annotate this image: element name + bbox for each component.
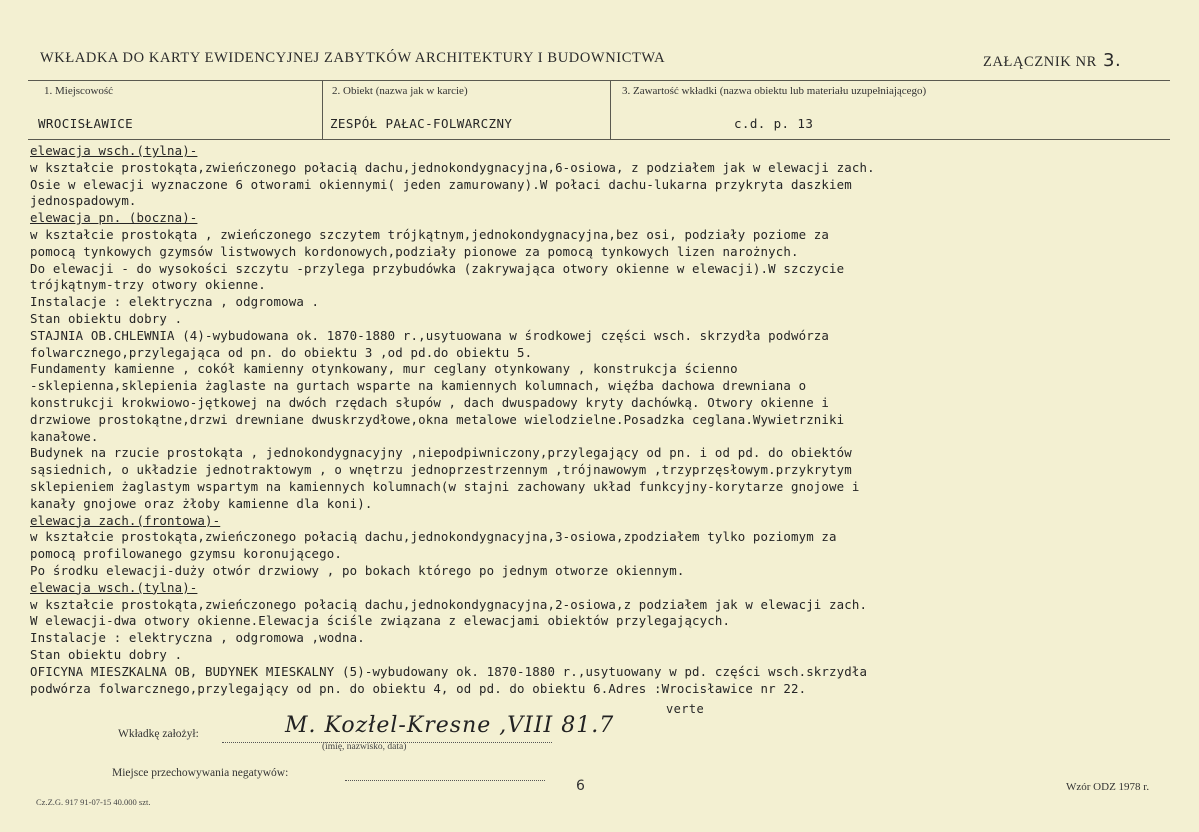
body-line: OFICYNA MIESZKALNA OB, BUDYNEK MIESKALNY (5)-wybudowany ok. 1870-1880 r.,usytuowany w pd. części wsch.skrzydła: [30, 663, 868, 679]
body-line: Fundamenty kamienne , cokół kamienny otynkowany, mur ceglany otynkowany , konstrukcja ścienno: [30, 361, 738, 377]
body-line: elewacja zach.(frontowa)-: [30, 512, 221, 528]
body-line: W elewacji-dwa otwory okienne.Elewacja ściśle związana z elewacjami obiektów przylegających.: [30, 613, 731, 629]
body-line: -sklepienna,sklepienia żaglaste na gurtach wsparte na kamiennych kolumnach, więźba dachowa drewniana o: [30, 378, 807, 394]
body-line: Po środku elewacji-duży otwór drzwiowy , po bokach którego po jednym otworze okiennym.: [30, 562, 685, 578]
body-line: folwarcznego,przylegająca od pn. do obiektu 3 ,od pd.do obiektu 5.: [30, 344, 533, 360]
body-line: konstrukcji krokwiowo-jętkowej na dwóch rzędach słupów , dach dwuspadowy kryty dachówką. Otwory okienne i: [30, 394, 830, 410]
body-line: jednospadowym.: [30, 193, 137, 209]
body-line: w kształcie prostokąta,zwieńczonego połacią dachu,jednokondygnacyjna,2-osiowa,z podziałem jak w elewacji zach.: [30, 596, 868, 612]
body-line: w kształcie prostokąta,zwieńczonego połacią dachu,jednokondygnacyjna,6-osiowa, z podziałem jak w elewacji zach.: [30, 159, 875, 175]
description-body: [30, 143, 1180, 697]
body-line: podwórza folwarcznego,przylegający od pn. do obiektu 4, od pd. do obiektu 6.Adres :Wrocisławice nr 22.: [30, 680, 807, 696]
body-line: elewacja wsch.(tylna)-: [30, 143, 198, 158]
locality-value: WROCISŁAWICE: [38, 116, 134, 131]
signature: [285, 713, 614, 738]
content-value: c.d. p. 13: [734, 116, 814, 131]
body-line: w kształcie prostokąta,zwieńczonego połacią dachu,jednokondygnacyjna,3-osiowa,zpodziałem tylko poziomym za: [30, 529, 837, 545]
body-line: Budynek na rzucie prostokąta , jednokondygnacyjny ,niepodpiwniczony,przylegający od pn. i od pd. do obiektów: [30, 445, 852, 461]
attachment-label-text: ZAŁĄCZNIK NR: [983, 54, 1097, 70]
body-line: sąsiednich, o układzie jednotraktowym , o wnętrzu jednoprzestrzennym ,trójnawowym ,trzyprzęsłowym.przykrytym: [30, 462, 852, 478]
body-line: kanały gnojowe oraz żłoby kamienne dla koni).: [30, 495, 373, 511]
page-number: 6: [576, 778, 585, 794]
form-code: Wzór ODZ 1978 r.: [1066, 781, 1150, 793]
body-line: elewacja wsch.(tylna)-: [30, 579, 198, 595]
body-line: pomocą profilowanego gzymsu koronującego.: [30, 546, 343, 562]
print-code: Cz.Z.G. 917 91-07-15 40.000 szt.: [36, 797, 151, 807]
body-line: Osie w elewacji wyznaczone 6 otworami okiennymi( jeden zamurowany).W połaci dachu-lukarna przykryta daszkiem: [30, 176, 852, 192]
table-divider-2: [610, 80, 611, 139]
negatives-label: Miejsce przechowywania negatywów:: [112, 767, 289, 779]
body-line: Stan obiektu dobry .: [30, 646, 183, 662]
table-top-rule: [28, 80, 1170, 81]
body-line: Stan obiektu dobry .: [30, 310, 183, 326]
body-line: Instalacje : elektryczna , odgromowa .: [30, 294, 320, 310]
body-line: Do elewacji - do wysokości szczytu -przylega przybudówka (zakrywająca otwory okienne w elewacji).W szczycie: [30, 260, 845, 276]
object-label: 2. Obiekt (nazwa jak w karcie): [332, 85, 468, 97]
body-line: kanałowe.: [30, 428, 99, 444]
attachment-label: [983, 50, 1121, 71]
body-line: sklepieniem żaglastym wspartym na kamiennych kolumnach(w stajni zachowany układ funkcyjny-korytarze gnojowe i: [30, 478, 860, 494]
body-line: trójkątnym-trzy otwory okienne.: [30, 277, 266, 293]
table-divider-1: [322, 80, 323, 139]
locality-label: 1. Miejscowość: [44, 85, 114, 97]
body-line: elewacja pn. (boczna)-: [30, 210, 198, 226]
signature-text: M. Kozłel-Kresne ,VIII 81.7: [285, 713, 615, 738]
verte-note: verte: [666, 702, 705, 716]
made-by-label: Wkładkę założył:: [118, 728, 199, 740]
object-value: ZESPÓŁ PAŁAC-FOLWARCZNY: [330, 116, 513, 131]
body-line: Instalacje : elektryczna , odgromowa ,wodna.: [30, 630, 365, 646]
body-line: pomocą tynkowych gzymsów listwowych kordonowych,podziały pionowe za pomocą tynkowych lizen narożnych.: [30, 243, 799, 259]
content-label: 3. Zawartość wkładki (nazwa obiektu lub materiału uzupełniającego): [622, 85, 927, 97]
table-bottom-rule: [28, 139, 1170, 140]
attachment-number: 3.: [1102, 50, 1122, 71]
body-line: w kształcie prostokąta , zwieńczonego szczytem trójkątnym,jednokondygnacyjna,bez osi, podziały poziome za: [30, 226, 830, 242]
signature-caption: (imię, nazwisko, data): [322, 742, 407, 752]
body-line: STAJNIA OB.CHLEWNIA (4)-wybudowana ok. 1870-1880 r.,usytuowana w środkowej części wsch. skrzydła podwórza: [30, 327, 830, 343]
negatives-line: [345, 779, 545, 781]
form-title: WKŁADKA DO KARTY EWIDENCYJNEJ ZABYTKÓW ARCHITEKTURY I BUDOWNICTWA: [40, 50, 666, 66]
body-line: drzwiowe prostokątne,drzwi drewniane dwuskrzydłowe,okna metalowe wielodzielne.Posadzka ceglana.Wywietrzniki: [30, 411, 845, 427]
